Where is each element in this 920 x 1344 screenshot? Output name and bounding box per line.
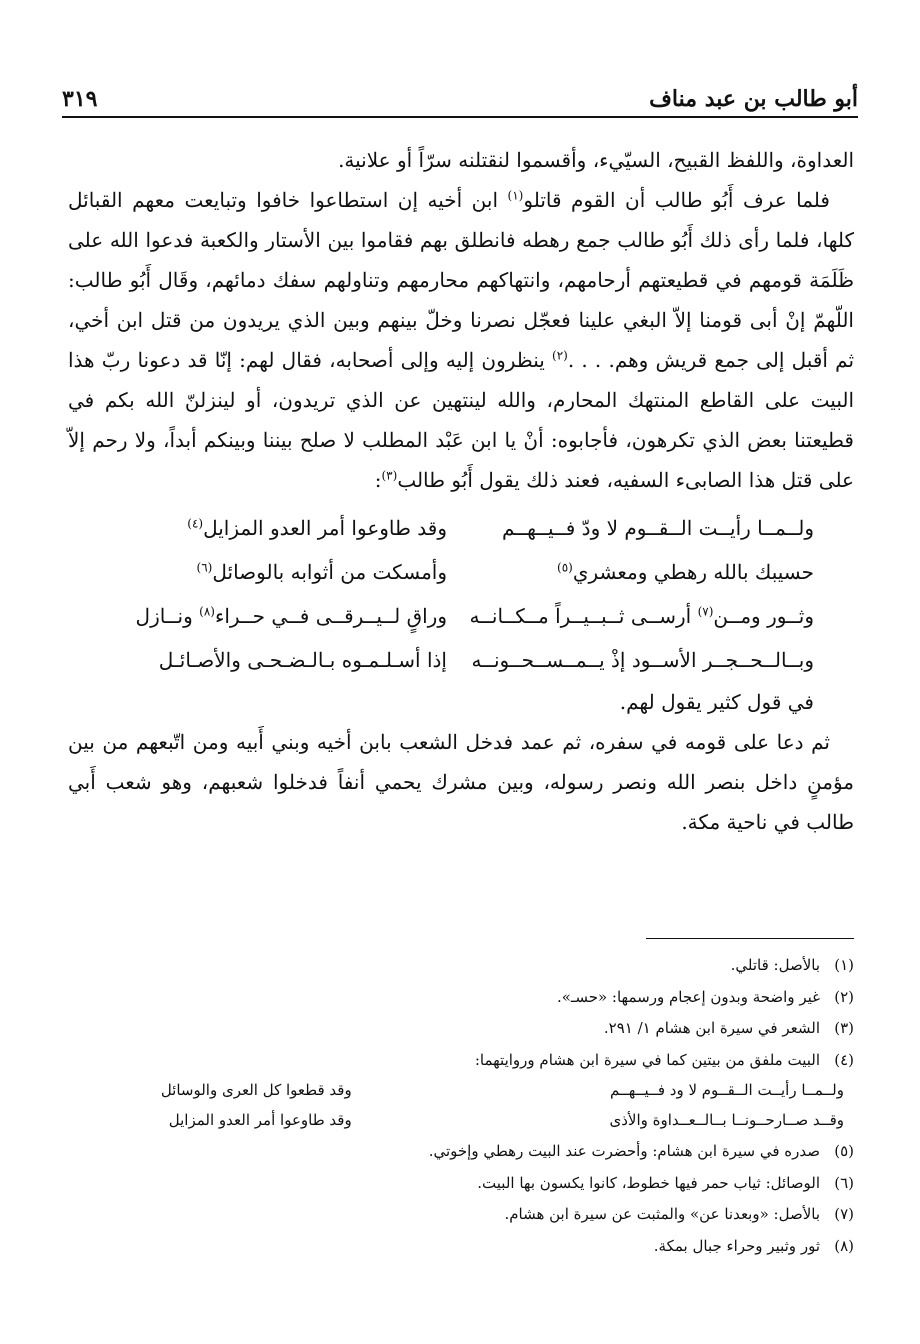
verse-4 (68, 638, 854, 682)
footnote-verse-1-second: وقد قطعوا كل العرى والوسائل (160, 1081, 352, 1100)
footnote-verse-2-first: وقــد صــارحــونــا بــالــعــداوة والأذى (609, 1111, 844, 1130)
footnote-number: (٣) (834, 1019, 854, 1037)
verse-2-second-hemistich (68, 552, 461, 592)
verse-4-first-hemistich: وبــالــحــجــر الأســود إذْ يــمــســحــونــه (471, 648, 814, 672)
verse-2-first-text: حسيبك بالله رهطي ومعشري (572, 560, 814, 584)
header-rule (62, 116, 858, 118)
footnote-ref-7[interactable]: (٧) (697, 604, 714, 619)
running-title: أبو طالب بن عبد مناف (649, 86, 858, 112)
footnote-4 (68, 1045, 854, 1077)
poem-tail: في قول كثير يقول لهم. (619, 690, 814, 714)
page-number: ٣١٩ (62, 86, 98, 112)
footnote-number: (٧) (834, 1205, 854, 1223)
verse-2 (68, 550, 854, 594)
footnote-number: (٨) (834, 1236, 854, 1255)
verse-3-second-text-b: ونــازل (135, 604, 200, 628)
footnote-8 (68, 1231, 854, 1263)
paragraph-2-end: : (374, 468, 382, 492)
footnote-ref-6[interactable]: (٦) (196, 560, 213, 575)
footnote-ref-1[interactable]: (١) (507, 188, 524, 203)
footnote-poem (68, 1076, 854, 1136)
verse-1 (68, 506, 854, 550)
poem (68, 506, 854, 722)
footnote-text: غير واضحة وبدون إعجام ورسمها: «حسـ». (556, 987, 820, 1006)
paragraph-2-part-b: ابن أخيه إن استطاعوا خافوا وتبايعت معهم القبائل كلها، فلما رأى ذلك أَبُو طالب جمع رهطه فانطلق بهم فقاموا بين الأستار والكعبة فدعوا الله على ظَلَمَة قومهم في قطيعتهم أرحامهم، وانتهاكهم محارمهم وتناولهم سفك دمائهم، وقَال أَبُو طالب: اللّهمّ إنْ أبى قومنا إلاّ البغي علينا فعجّل نصرنا وخلّ بينهم وبين الذي يريدون من قتل ابن أخي، ثم أقبل إلى جمع قريش وهم. . . . (68, 188, 855, 372)
verse-3 (68, 594, 854, 638)
footnote-ref-8[interactable]: (٨) (199, 604, 215, 619)
footnote-verse-2-second: وقد طاوعوا أمر العدو المزايل (168, 1111, 352, 1130)
footnote-5 (68, 1136, 854, 1168)
verse-1-second-hemistich (68, 508, 461, 548)
verse-3-first-text-b: أرســى ثــبــيــراً مــكــانــه (469, 604, 698, 628)
paragraph-2 (68, 180, 854, 500)
footnote-text: الوصائل: ثياب حمر فيها خطوط، كانوا يكسون بها البيت. (477, 1173, 820, 1192)
verse-1-first-hemistich: ولــمــا رأيــت الــقــوم لا ودّ فــيــهــم (502, 516, 814, 540)
footnote-number: (١) (834, 956, 854, 974)
verse-3-first-text-a: وثــور ومــن (713, 604, 814, 628)
footnote-6 (68, 1168, 854, 1200)
footnote-7 (68, 1199, 854, 1231)
footnote-number: (٤) (834, 1050, 854, 1069)
footnote-text: ثور وثبير وحراء جبال بمكة. (653, 1236, 820, 1255)
footnote-separator (646, 938, 854, 939)
main-text (68, 140, 854, 842)
paragraph-2-part-c: ينظرون إليه وإلى أصحابه، فقال لهم: إنّا قد دعونا ربّ هذا البيت على القاطع المنتهك المحارم، والله لينتهين عن الذي تريدون، أو لينزلنّ الله بكم في قطيعتنا بعض الذي تكرهون، فأجابوه: أنْ يا ابن عَبْد المطلب لا صلح بيننا وبينكم أبداً، ولا رحم إلاّ على قتل هذا الصابىء السفيه، فعند ذلك يقول أَبُو طالب (68, 348, 854, 492)
footnote-text: بالأصل: قاتلي. (730, 956, 820, 974)
footnote-text: البيت ملفق من بيتين كما في سيرة ابن هشام وروايتهما: (474, 1050, 820, 1069)
footnote-2 (68, 982, 854, 1014)
verse-4-second-hemistich: إذا أسـلـمـوه بـالـضـحـى والأصـائـل (158, 648, 447, 672)
footnote-verse-1 (68, 1076, 854, 1106)
footnote-number: (٥) (834, 1142, 854, 1160)
paragraph-1: العداوة، واللفظ القبيح، السيّيء، وأقسموا لنقتلنه سرّاً أو علانية. (338, 148, 854, 172)
page-header (62, 78, 858, 112)
verse-2-second-text: وأمسكت من أثوابه بالوصائل (212, 560, 447, 584)
footnote-verse-2 (68, 1106, 854, 1136)
footnote-text: صدره في سيرة ابن هشام: وأحضرت عند البيت رهطي وإخوتي. (428, 1142, 820, 1160)
footnote-ref-4[interactable]: (٤) (187, 516, 204, 531)
verse-3-first-hemistich (461, 596, 854, 636)
verse-2-first-hemistich (461, 552, 854, 592)
verse-3-second-text-a: وراقٍ لــيــرقــى فــي حــراء (214, 604, 447, 628)
verse-3-second-hemistich (68, 596, 461, 636)
paragraph-3: ثم دعا على قومه في سفره، ثم عمد فدخل الشعب بابن أخيه وبني أَبيه ومن اتّبعهم من بين مؤمنٍ داخل بنصر الله ونصر رسوله، وبين مشرك يحمي أنفاً فدخلوا شعبهم، وهو شعب أَبي طالب في ناحية مكة. (68, 730, 855, 834)
footnote-1 (68, 950, 854, 982)
footnote-ref-5[interactable]: (٥) (557, 560, 573, 575)
footnote-verse-1-first: ولــمــا رأيــت الــقــوم لا ود فــيــهــم (610, 1081, 844, 1100)
footnote-text: الشعر في سيرة ابن هشام ١/ ٢٩١. (603, 1019, 820, 1037)
footnote-ref-3[interactable]: (٣) (381, 468, 398, 483)
footnote-text: بالأصل: «وبعدنا عن» والمثبت عن سيرة ابن هشام. (504, 1205, 820, 1223)
paragraph-2-part-a: فلما عرف أَبُو طالب أن القوم قاتلو (523, 188, 830, 212)
footnote-3 (68, 1013, 854, 1045)
verse-1-second-text: وقد طاوعوا أمر العدو المزايل (203, 516, 447, 540)
footnotes (68, 950, 854, 1262)
footnote-number: (٦) (834, 1173, 854, 1192)
footnote-ref-2[interactable]: (٢) (552, 348, 568, 363)
footnote-number: (٢) (834, 987, 854, 1006)
